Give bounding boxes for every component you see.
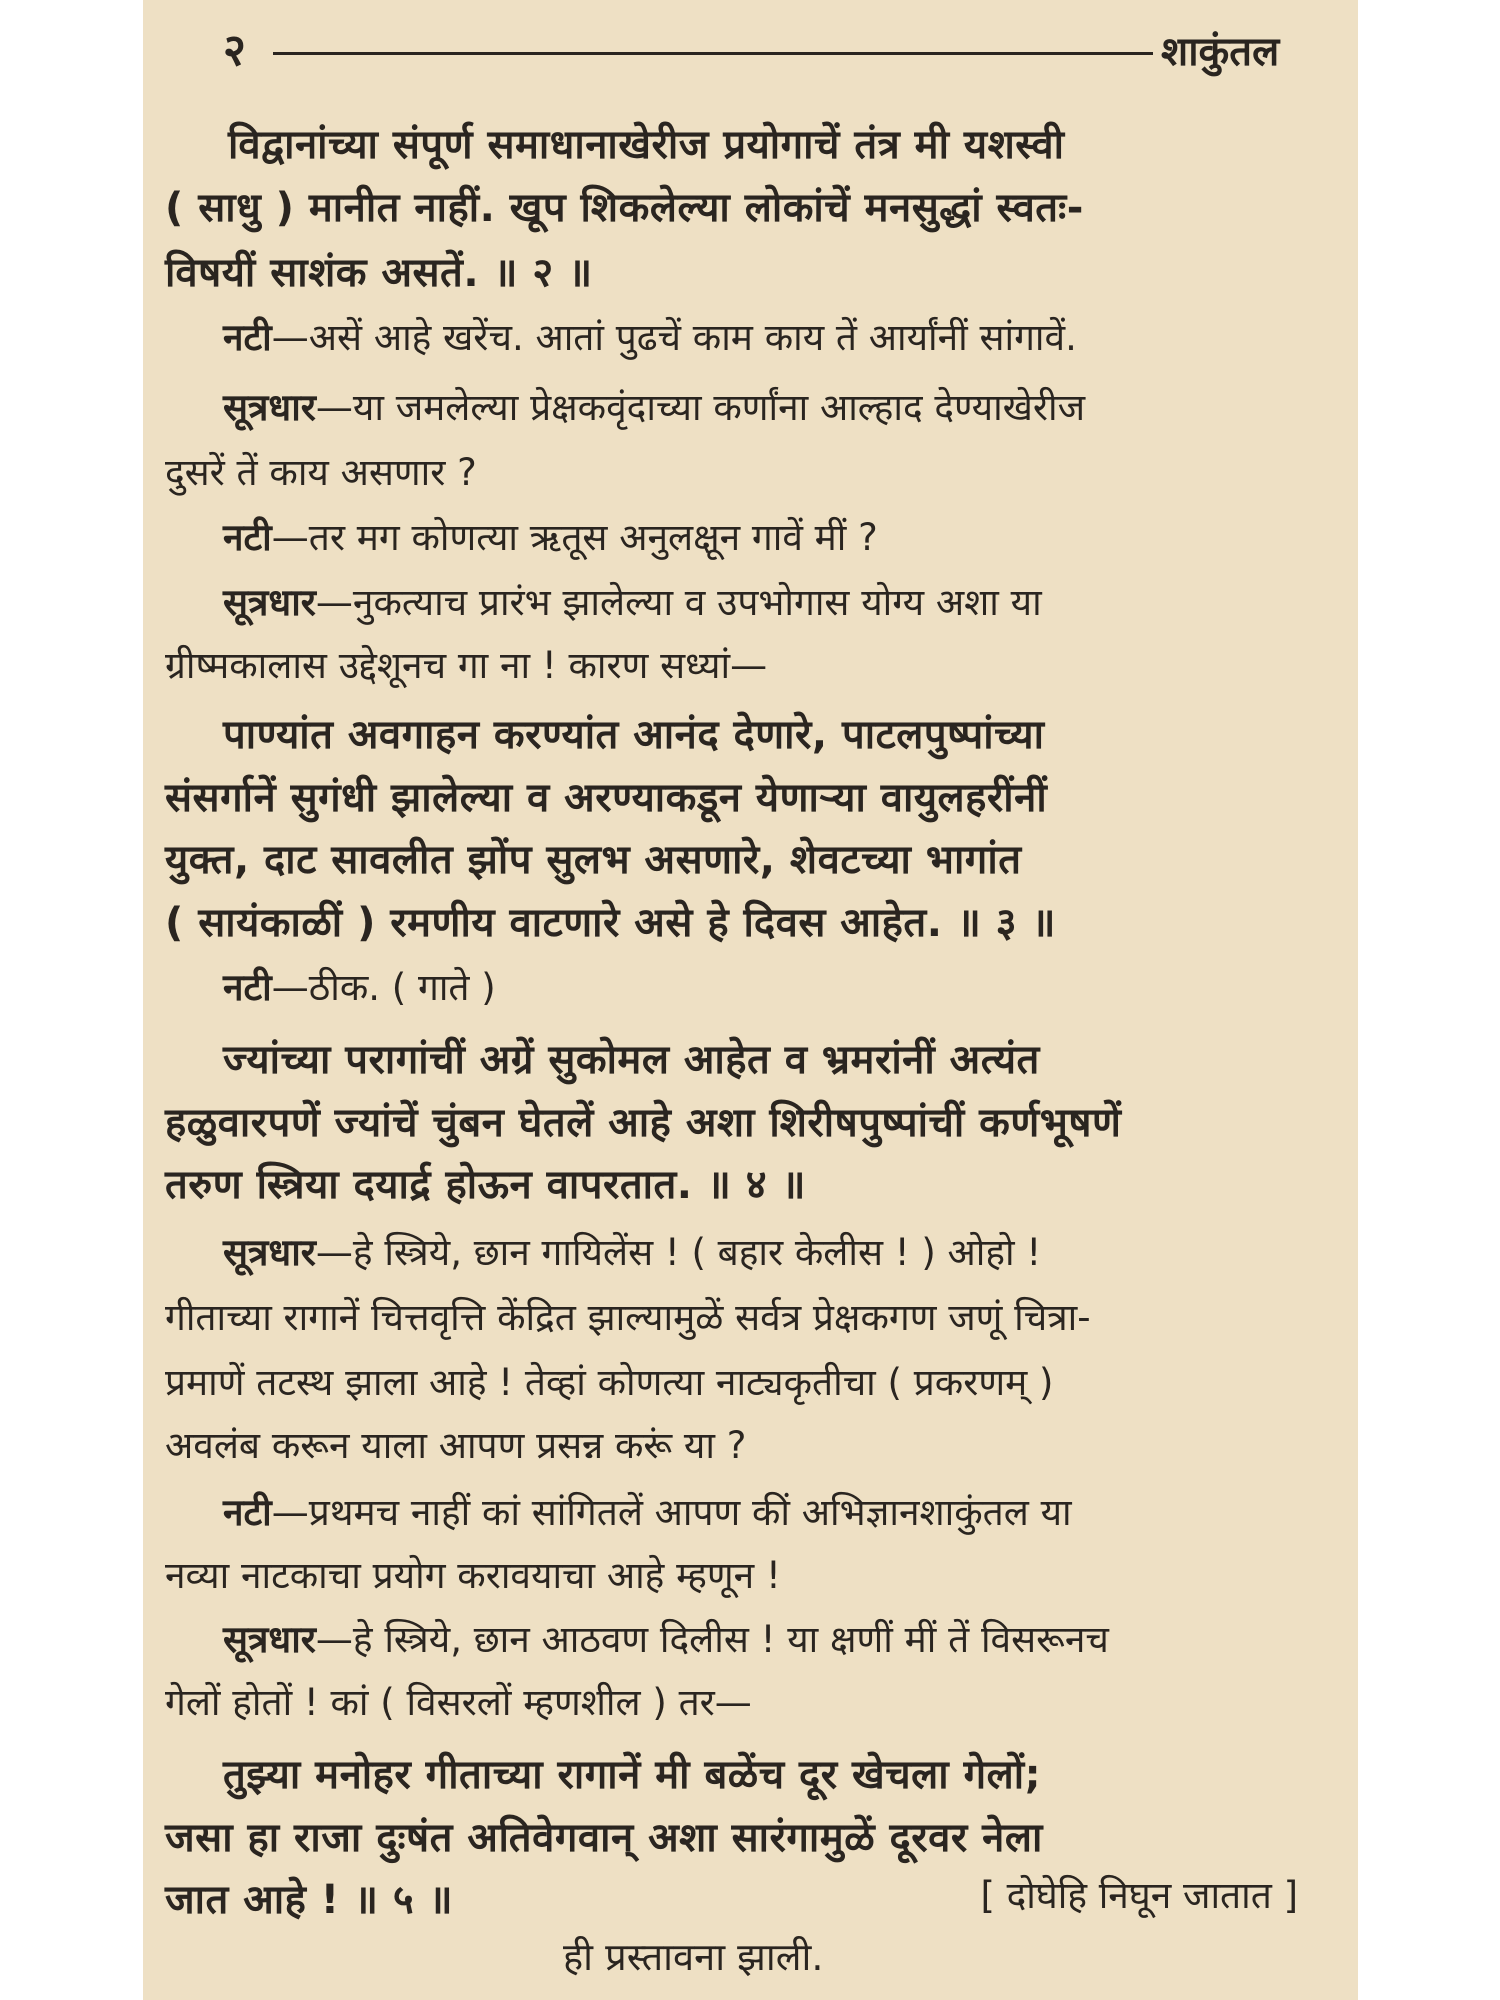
header-rule — [273, 52, 1153, 55]
speaker-nati: नटी — [223, 516, 272, 559]
book-page — [143, 0, 1358, 2000]
running-title: शाकुंतल — [1161, 29, 1280, 75]
speaker-sutradhar: सूत्रधार — [223, 581, 316, 624]
verse5-line-2: जसा हा राजा दुःषंत अतिवेगवान् अशा सारंगामुळें दूरवर नेला — [165, 1815, 1043, 1861]
verse4-line-1: ज्यांच्या परागांचीं अग्रें सुकोमल आहेत व भ्रमरांनीं अत्यंत — [223, 1037, 1040, 1083]
dialogue-4-cont: ग्रीष्मकालास उद्देशूनच गा ना ! कारण सध्यां— — [165, 644, 768, 687]
stage-direction: [ दोघेहि निघून जातात ] — [980, 1874, 1298, 1917]
speaker-sutradhar: सूत्रधार — [223, 1231, 316, 1274]
speaker-nati: नटी — [223, 966, 272, 1009]
dialogue-7-cont: नव्या नाटकाचा प्रयोग करावयाचा आहे म्हणून ! — [165, 1554, 781, 1597]
dialogue-6-cont-2: प्रमाणें तटस्थ झाला आहे ! तेव्हां कोणत्या नाट्यकृतीचा ( प्रकरणम् ) — [165, 1361, 1054, 1404]
closing-line: ही प्रस्तावना झाली. — [563, 1935, 824, 1979]
dialogue-3: नटी—तर मग कोणत्या ऋतूस अनुलक्षून गावें मीं ? — [223, 516, 878, 559]
speaker-sutradhar: सूत्रधार — [223, 386, 316, 429]
verse3-line-4: ( सायंकाळीं ) रमणीय वाटणारे असे हे दिवस आहेत. ॥ ३ ॥ — [165, 900, 1056, 946]
page-number: २ — [223, 25, 246, 76]
dialogue-6-cont-1: गीताच्या रागानें चित्तवृत्ति केंद्रित झाल्यामुळें सर्वत्र प्रेक्षकगण जणूं चित्रा- — [165, 1296, 1091, 1339]
dialogue-2: सूत्रधार—या जमलेल्या प्रेक्षकवृंदाच्या कर्णांना आल्हाद देण्याखेरीज — [223, 386, 1086, 429]
speaker-sutradhar: सूत्रधार — [223, 1618, 316, 1661]
dialogue-5: नटी—ठीक. ( गाते ) — [223, 966, 496, 1009]
dialogue-4: सूत्रधार—नुकत्याच प्रारंभ झालेल्या व उपभोगास योग्य अशा या — [223, 581, 1042, 624]
dialogue-8-cont: गेलों होतों ! कां ( विसरलों म्हणशील ) तर— — [165, 1681, 752, 1724]
dialogue-6-cont-3: अवलंब करून याला आपण प्रसन्न करूं या ? — [165, 1424, 747, 1467]
dialogue-6: सूत्रधार—हे स्त्रिये, छान गायिलेंस ! ( बहार केलीस ! ) ओहो ! — [223, 1231, 1042, 1274]
verse5-line-3: जात आहे ! ॥ ५ ॥ — [165, 1877, 454, 1923]
verse3-line-3: युक्त, दाट सावलीत झोंप सुलभ असणारे, शेवटच्या भागांत — [165, 837, 1022, 883]
speaker-nati: नटी — [223, 316, 272, 359]
verse2-line-3: विषयीं साशंक असतें. ॥ २ ॥ — [165, 250, 593, 296]
dialogue-1: नटी—असें आहे खरेंच. आतां पुढचें काम काय तें आर्यांनीं सांगावें. — [223, 316, 1077, 359]
speaker-nati: नटी — [223, 1491, 272, 1534]
verse5-line-1: तुझ्या मनोहर गीताच्या रागानें मी बळेंच दूर खेचला गेलों; — [223, 1752, 1042, 1798]
verse3-line-1: पाण्यांत अवगाहन करण्यांत आनंद देणारे, पाटलपुष्पांच्या — [223, 712, 1045, 758]
dialogue-8: सूत्रधार—हे स्त्रिये, छान आठवण दिलीस ! या क्षणीं मीं तें विसरूनच — [223, 1618, 1109, 1661]
verse2-line-1: विद्वानांच्या संपूर्ण समाधानाखेरीज प्रयोगाचें तंत्र मी यशस्वी — [228, 122, 1065, 168]
dialogue-7: नटी—प्रथमच नाहीं कां सांगितलें आपण कीं अभिज्ञानशाकुंतल या — [223, 1491, 1072, 1534]
verse4-line-2: हळुवारपणें ज्यांचें चुंबन घेतलें आहे अशा शिरीषपुष्पांचीं कर्णभूषणें — [165, 1100, 1122, 1146]
verse2-line-2: ( साधु ) मानीत नाहीं. खूप शिकलेल्या लोकांचें मनसुद्धां स्वतः- — [165, 185, 1084, 231]
dialogue-2-cont: दुसरें तें काय असणार ? — [165, 451, 477, 494]
verse3-line-2: संसर्गानें सुगंधी झालेल्या व अरण्याकडून येणाऱ्या वायुलहरींनीं — [165, 775, 1048, 821]
verse4-line-3: तरुण स्त्रिया दयार्द्र होऊन वापरतात. ॥ ४ ॥ — [165, 1162, 806, 1208]
